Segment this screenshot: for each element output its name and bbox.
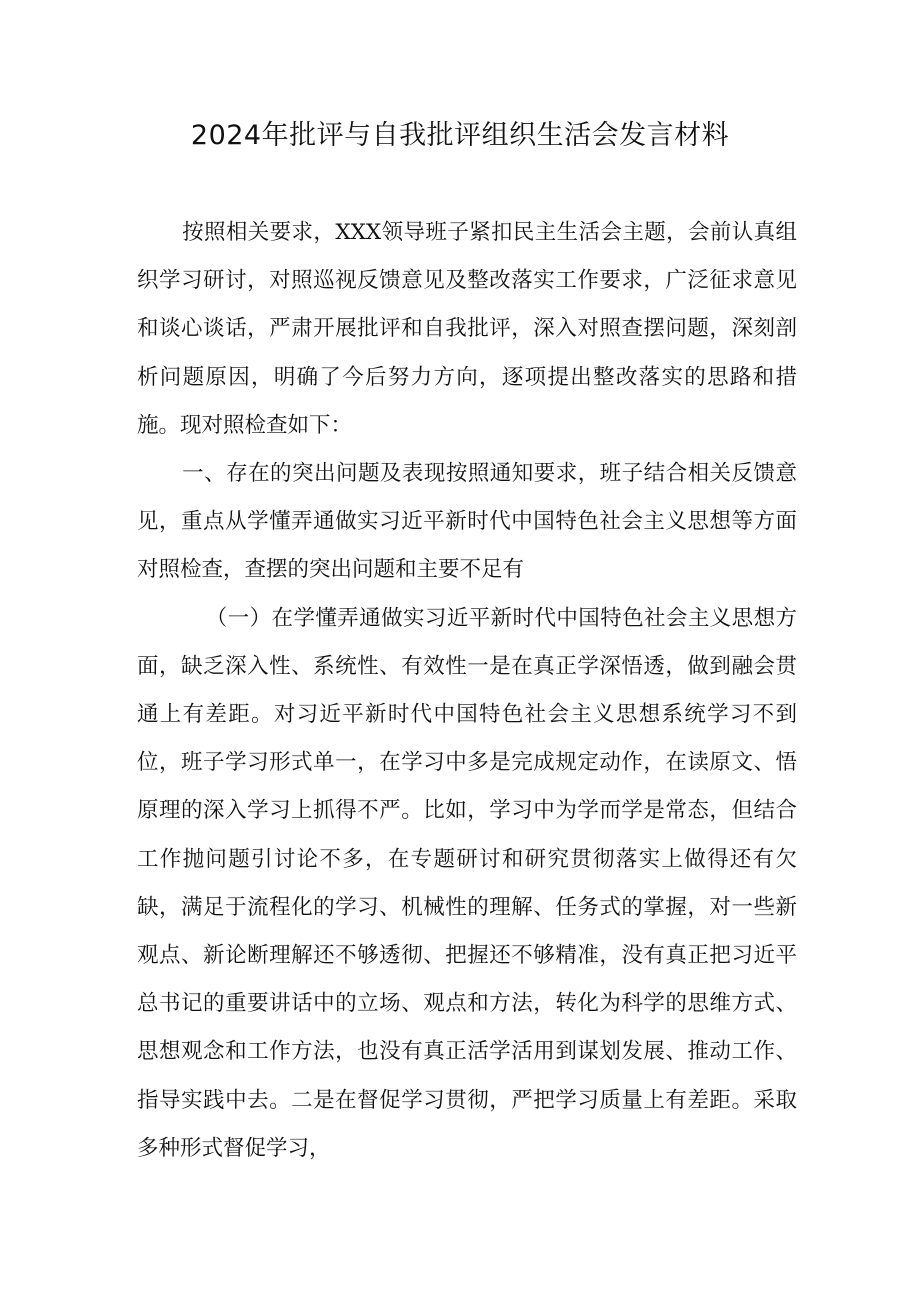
paragraph-intro: 按照相关要求，XXX领导班子紧扣民主生活会主题，会前认真组织学习研讨，对照巡视反馈意见及整改落实工作要求，广泛征求意见和谈心谈话，严肃开展批评和自我批评，深入对照查摆问题，深刻剖析问题原因，明确了今后努力方向，逐项提出整改落实的思路和措施。现对照检查如下： [137, 220, 797, 438]
paragraph-section-one: 一、存在的突出问题及表现按照通知要求，班子结合相关反馈意见，重点从学懂弄通做实习近平新时代中国特色社会主义思想等方面对照检查，查摆的突出问题和主要不足有 [137, 461, 797, 583]
document-title: 2024年批评与自我批评组织生活会发言材料 [190, 120, 730, 151]
paragraph-subsection-one: （一）在学懂弄通做实习近平新时代中国特色社会主义思想方面，缺乏深入性、系统性、有效性一是在真正学深悟透，做到融会贯通上有差距。对习近平新时代中国特色社会主义思想系统学习不到位，班子学习形式单一，在学习中多是完成规定动作，在读原文、悟原理的深入学习上抓得不严。比如，学习中为学而学是常态，但结合工作抛问题引讨论不多，在专题研讨和研究贯彻落实上做得还有欠缺，满足于流程化的学习、机械性的理解、任务式的掌握，对一些新观点、新论断理解还不够透彻、把握还不够精准，没有真正把习近平总书记的重要讲话中的立场、观点和方法，转化为科学的思维方式、思想观念和工作方法，也没有真正活学活用到谋划发展、推动工作、指导实践中去。二是在督促学习贯彻，严把学习质量上有差距。采取多种形式督促学习， [137, 605, 797, 1161]
document-body [137, 209, 797, 1173]
